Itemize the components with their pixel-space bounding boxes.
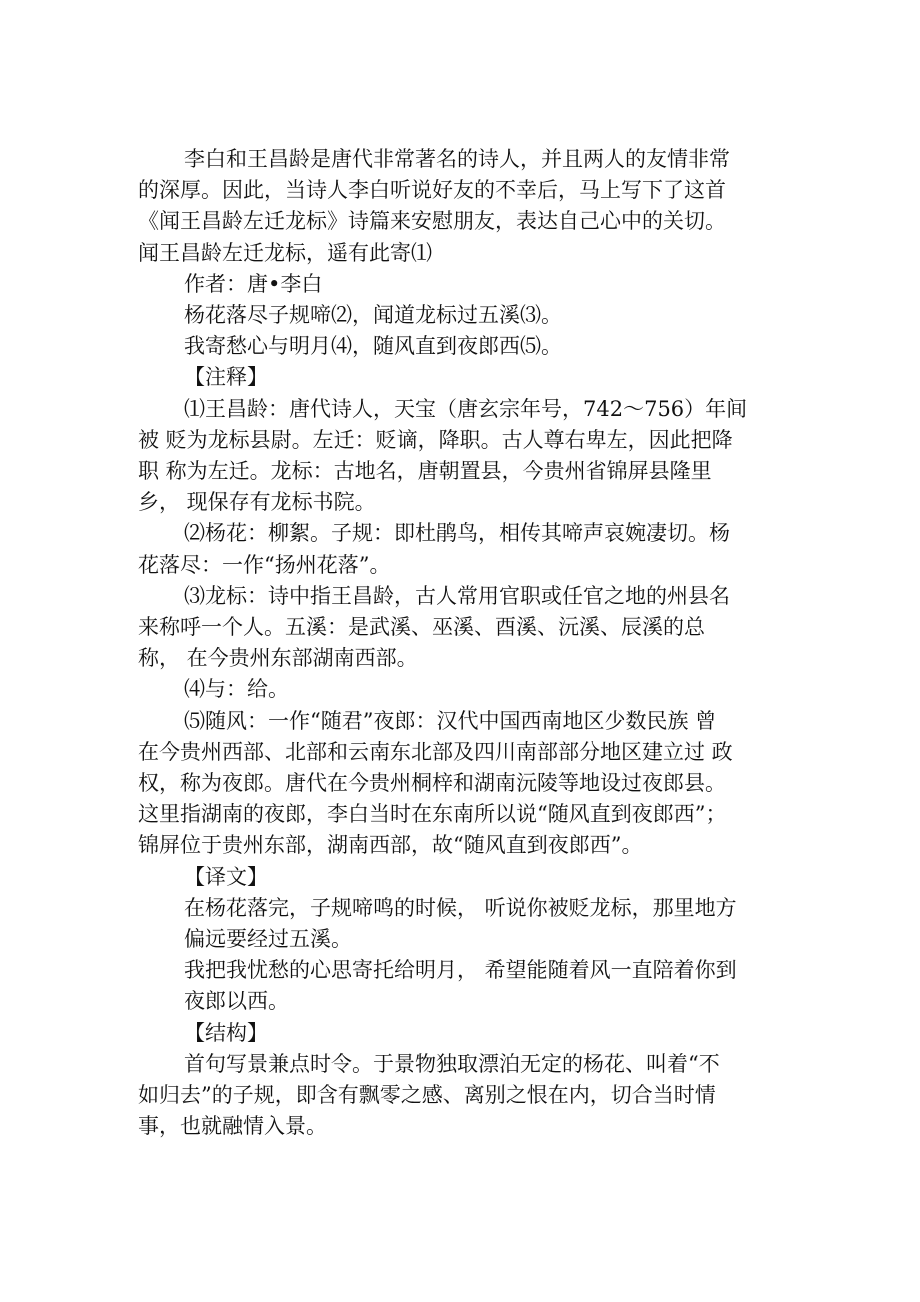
note-3 <box>138 581 788 675</box>
translation-line: 在杨花落完，子规啼鸣的时候， 听说你被贬龙标，那里地方 <box>184 895 737 920</box>
note-line: ⑴王昌龄：唐代诗人，天宝（唐玄宗年号，742〜756）年间 <box>184 396 748 421</box>
note-line: 来称呼一个人。五溪：是武溪、巫溪、酉溪、沅溪、辰溪的总 <box>138 615 705 640</box>
poem-line-2: 我寄愁心与明月⑷，随风直到夜郎西⑸。 <box>184 334 562 359</box>
intro-line: 《闻王昌龄左迁龙标》诗篇来安慰朋友，表达自己心中的关切。 <box>138 209 726 234</box>
note-line: ⑸随风：一作“随君”夜郎：汉代中国西南地区少数民族 曾 <box>184 708 717 733</box>
note-4: ⑷与：给。 <box>184 677 289 702</box>
document-page <box>138 144 788 1143</box>
note-2 <box>138 518 788 580</box>
structure-heading: 【结构】 <box>184 1020 268 1045</box>
note-line: 乡， 现保存有龙标书院。 <box>138 490 376 515</box>
note-line: ⑶龙标：诗中指王昌龄，古人常用官职或任官之地的州县名 <box>184 583 730 608</box>
note-line: 在今贵州西部、北部和云南东北部及四川南部部分地区建立过 政 <box>138 739 733 764</box>
structure-line: 事，也就融情入景。 <box>138 1114 327 1139</box>
intro-line: 的深厚。因此，当诗人李白听说好友的不幸后，马上写下了这首 <box>138 178 726 203</box>
translation-heading: 【译文】 <box>184 864 268 889</box>
poem-author: 作者：唐•李白 <box>184 271 323 296</box>
note-5 <box>138 706 788 862</box>
note-line: 称， 在今贵州东部湖南西部。 <box>138 646 418 671</box>
poem-title: 闻王昌龄左迁龙标，遥有此寄⑴ <box>138 240 432 265</box>
note-line: 被 贬为龙标县尉。左迁：贬谪，降职。古人尊右卑左，因此把降 <box>138 427 733 452</box>
notes-heading: 【注释】 <box>184 365 268 390</box>
translation-line: 偏远要经过五溪。 <box>184 927 352 952</box>
translation-line: 我把我忧愁的心思寄托给明月， 希望能随着风一直陪着你到 <box>184 958 737 983</box>
note-line: 职 称为左迁。龙标：古地名，唐朝置县，今贵州省锦屏县隆里 <box>138 459 712 484</box>
note-line: 锦屏位于贵州东部，湖南西部，故“随风直到夜郎西”。 <box>138 833 643 858</box>
poem-line-1: 杨花落尽子规啼⑵，闻道龙标过五溪⑶。 <box>184 303 562 328</box>
note-line: 花落尽：一作“扬州花落”。 <box>138 552 391 577</box>
note-line: ⑵杨花：柳絮。子规：即杜鹃鸟，相传其啼声哀婉凄切。杨 <box>184 521 730 546</box>
note-line: 这里指湖南的夜郎，李白当时在东南所以说“随风直到夜郎西”； <box>138 802 727 827</box>
intro-paragraph <box>138 144 788 238</box>
translation-para-1 <box>138 893 788 955</box>
translation-line: 夜郎以西。 <box>184 989 289 1014</box>
note-line: 权，称为夜郎。唐代在今贵州桐梓和湖南沅陵等地设过夜郎县。 <box>138 771 726 796</box>
note-1 <box>138 394 788 519</box>
structure-line: 如归去”的子规，即含有飘零之感、离别之恨在内，切合当时情 <box>138 1083 716 1108</box>
structure-line: 首句写景兼点时令。于景物独取漂泊无定的杨花、叫着“不 <box>184 1051 720 1076</box>
structure-paragraph <box>138 1049 788 1143</box>
translation-para-2 <box>138 955 788 1017</box>
intro-line: 李白和王昌龄是唐代非常著名的诗人，并且两人的友情非常 <box>184 147 730 171</box>
